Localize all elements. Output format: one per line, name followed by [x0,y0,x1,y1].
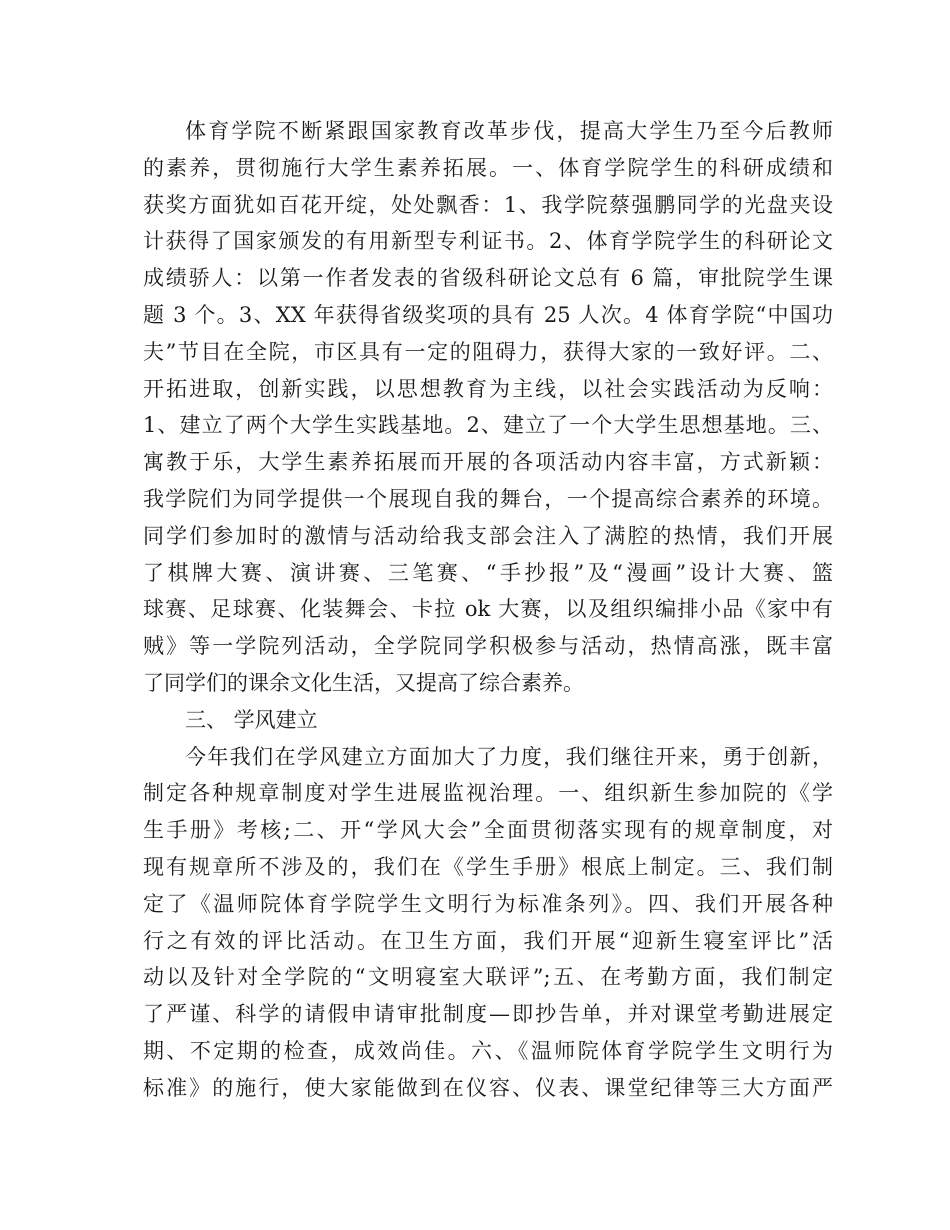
paragraph-line: 的素养，贯彻施行大学生素养拓展。一、体育学院学生的科研成绩和 [143,155,833,180]
paragraph-line: 题 3 个。3、XX 年获得省级奖项的具有 25 人次。4 体育学院“中国功 [143,302,833,327]
paragraph-line: 制定各种规章制度对学生进展监视治理。一、组织新生参加院的《学 [143,781,833,806]
document-body [143,113,833,1107]
paragraph-line: 标准》的施行，使大家能做到在仪容、仪表、课堂纪律等三大方面严 [143,1075,833,1100]
paragraph-line: 同学们参加时的激情与活动给我支部会注入了满腔的热情，我们开展 [143,523,833,548]
paragraph-line: 了严谨、科学的请假申请审批制度—即抄告单，并对课堂考勤进展定 [143,1002,833,1027]
paragraph-line: 定了《温师院体育学院学生文明行为标准条列》。四、我们开展各种 [143,891,833,916]
paragraph-line: 球赛、足球赛、化装舞会、卡拉 ok 大赛，以及组织编排小品《家中有 [143,597,833,622]
paragraph-line: 动以及针对全学院的“文明寝室大联评”;五、在考勤方面，我们制定 [143,965,833,990]
section-heading: 三、 学风建立 [185,707,318,732]
paragraph-1 [143,113,833,702]
paragraph-line: 体育学院不断紧跟国家教育改革步伐，提高大学生乃至今后教师 [185,119,833,143]
paragraph-line: 成绩骄人：以第一作者发表的省级科研论文总有 6 篇，审批院学生课 [143,266,833,291]
paragraph-line: 寓教于乐，大学生素养拓展而开展的各项活动内容丰富，方式新颖： [143,450,833,475]
paragraph-line: 计获得了国家颁发的有用新型专利证书。2、体育学院学生的科研论文 [143,229,833,254]
paragraph-line: 生手册》考核;二、开“学风大会”全面贯彻落实现有的规章制度，对 [143,818,833,843]
paragraph-line: 现有规章所不涉及的，我们在《学生手册》根底上制定。三、我们制 [143,854,833,879]
paragraph-line: 开拓进取，创新实践，以思想教育为主线，以社会实践活动为反响： [143,376,833,401]
paragraph-line: 我学院们为同学提供一个展现自我的舞台，一个提高综合素养的环境。 [143,486,833,511]
paragraph-line: 行之有效的评比活动。在卫生方面，我们开展“迎新生寝室评比”活 [143,928,833,953]
paragraph-line: 期、不定期的检查，成效尚佳。六、《温师院体育学院学生文明行为 [143,1038,833,1063]
paragraph-line: 了棋牌大赛、演讲赛、三笔赛、“手抄报”及“漫画”设计大赛、篮 [143,560,833,585]
paragraph-line: 夫”节目在全院，市区具有一定的阻碍力，获得大家的一致好评。二、 [143,339,833,364]
paragraph-line: 贼》等一学院列活动，全学院同学积极参与活动，热情高涨，既丰富 [143,634,833,659]
paragraph-2 [143,739,833,1107]
paragraph-line: 今年我们在学风建立方面加大了力度，我们继往开来，勇于创新， [185,744,833,769]
paragraph-line: 了同学们的课余文化生活，又提高了综合素养。 [143,670,584,695]
paragraph-line: 获奖方面犹如百花开绽，处处飘香：1、我学院蔡强鹏同学的光盘夹设 [143,192,833,217]
paragraph-line: 1、建立了两个大学生实践基地。2、建立了一个大学生思想基地。三、 [143,413,833,438]
